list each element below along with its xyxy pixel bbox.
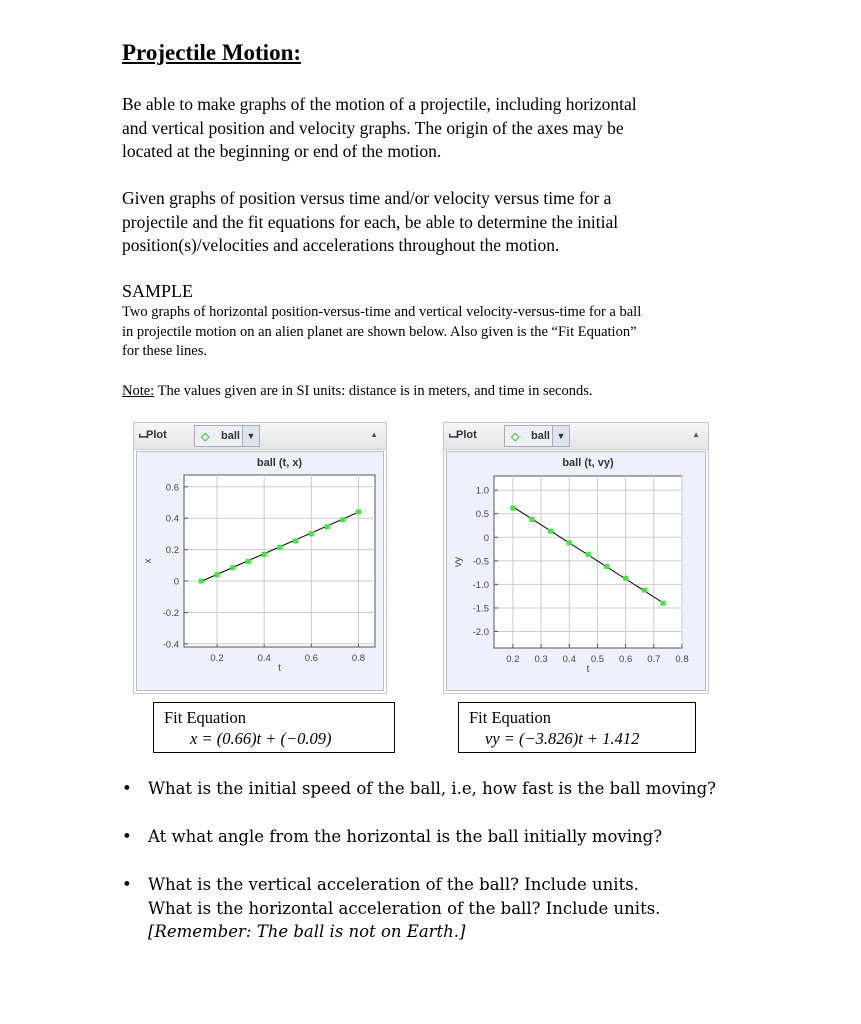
object-select[interactable] xyxy=(504,425,570,447)
data-point xyxy=(510,506,515,511)
y-tick-label: -0.5 xyxy=(472,556,489,568)
chevron-down-icon[interactable]: ▼ xyxy=(242,426,259,446)
data-point xyxy=(262,552,267,557)
plot-toolbar xyxy=(444,423,708,450)
data-point xyxy=(277,545,282,550)
x-tick-label: 0.3 xyxy=(534,654,548,665)
y-tick-label: -2.0 xyxy=(472,627,489,639)
x-tick-label: 0.6 xyxy=(304,653,318,664)
plot-panel-vy xyxy=(443,422,709,694)
x-tick-label: 0.4 xyxy=(257,653,271,664)
x-tick-label: 0.2 xyxy=(210,653,224,664)
object-label: ball xyxy=(221,430,240,442)
object-select[interactable] xyxy=(194,425,260,447)
chevron-down-icon[interactable]: ▼ xyxy=(552,426,569,446)
text-line: projectile and the fit equations for each, be able to determine the initial xyxy=(122,211,619,232)
y-tick-label: -1.0 xyxy=(472,579,489,591)
y-axis-label: x xyxy=(143,558,154,564)
question-reminder: [Remember: The ball is not on Earth.] xyxy=(148,922,466,941)
plot-area xyxy=(184,475,375,647)
data-point xyxy=(529,517,534,522)
data-point xyxy=(293,538,298,543)
bullet: • xyxy=(122,779,132,798)
note-text: The values given are in SI units: distance is in meters, and time in seconds. xyxy=(154,383,593,399)
diamond-icon: ◇ xyxy=(201,431,210,443)
x-tick-label: 0.8 xyxy=(351,653,366,664)
text-line: and vertical position and velocity graphs. The origin of the axes may be xyxy=(122,117,624,138)
chart-svg xyxy=(137,452,383,690)
data-point xyxy=(230,565,235,570)
data-point xyxy=(215,572,220,577)
note xyxy=(122,382,802,402)
chart-svg xyxy=(447,452,705,690)
fit-equation: vy = (−3.826)t + 1.412 xyxy=(485,729,640,748)
text-line: in projectile motion on an alien planet are shown below. Also given is the “Fit Equation” xyxy=(122,323,637,340)
chart-title: ball (t, x) xyxy=(256,457,303,469)
x-axis-label: t xyxy=(586,664,590,675)
x-tick-label: 0.6 xyxy=(619,654,633,665)
collapse-icon[interactable]: ▲ xyxy=(692,430,700,439)
bullet: • xyxy=(122,875,132,894)
chart-title: ball (t, vy) xyxy=(562,457,614,469)
data-point xyxy=(548,529,553,534)
y-tick-label: -0.4 xyxy=(162,639,179,651)
page-title: Projectile Motion: xyxy=(122,40,302,65)
y-tick-label: 0 xyxy=(173,576,179,588)
fit-equation-box-vy xyxy=(458,702,696,753)
x-axis-label: t xyxy=(278,663,281,674)
data-point xyxy=(356,509,361,514)
data-point xyxy=(246,559,251,564)
text-line: located at the beginning or end of the motion. xyxy=(122,141,442,161)
collapse-icon[interactable]: ▲ xyxy=(370,430,378,439)
object-label: ball xyxy=(531,430,550,442)
y-tick-label: 0.2 xyxy=(165,545,179,557)
bullet: • xyxy=(122,827,132,846)
x-tick-label: 0.4 xyxy=(562,654,576,665)
y-axis-label: vy xyxy=(453,557,464,567)
data-point xyxy=(199,579,204,584)
paragraph-graphs xyxy=(122,93,762,164)
data-point xyxy=(325,524,330,529)
data-point xyxy=(567,540,572,545)
sample-heading: SAMPLE xyxy=(122,281,194,301)
fit-equation: x = (0.66)t + (−0.09) xyxy=(190,729,332,748)
chart-area xyxy=(136,451,384,691)
fit-equation-box-x xyxy=(153,702,395,753)
x-tick-label: 0.2 xyxy=(506,654,520,665)
fit-label: Fit Equation xyxy=(164,708,247,727)
data-point xyxy=(661,601,666,606)
x-tick-label: 0.7 xyxy=(647,654,661,665)
plot-icon[interactable]: ⌙ xyxy=(138,428,149,442)
fit-label: Fit Equation xyxy=(469,708,552,727)
data-point xyxy=(309,531,314,536)
data-point xyxy=(642,588,647,593)
text-line: Two graphs of horizontal position-versus-time and vertical velocity-versus-time for a ball xyxy=(122,304,642,320)
question-text: What is the initial speed of the ball, i.e, how fast is the ball moving? xyxy=(148,779,717,798)
note-label: Note: xyxy=(122,383,155,399)
plot-icon[interactable]: ⌙ xyxy=(448,428,459,442)
paragraph-fits xyxy=(122,187,762,258)
x-tick-label: 0.8 xyxy=(675,654,689,665)
plot-toolbar xyxy=(134,423,386,450)
plot-label[interactable]: Plot xyxy=(146,429,167,441)
y-tick-label: 0 xyxy=(483,532,489,544)
y-tick-label: -0.2 xyxy=(162,607,179,619)
diamond-icon: ◇ xyxy=(511,431,520,443)
data-point xyxy=(623,576,628,581)
x-tick-label: 0.5 xyxy=(590,654,605,665)
data-point xyxy=(604,564,609,569)
text-line: for these lines. xyxy=(122,343,207,359)
chart-area xyxy=(446,451,706,691)
plot-panel-x xyxy=(133,422,387,694)
y-tick-label: -1.5 xyxy=(472,603,489,615)
text-line: Given graphs of position versus time and/or velocity versus time for a xyxy=(122,188,612,208)
y-tick-label: 0.6 xyxy=(165,482,179,494)
question-text: At what angle from the horizontal is the ball initially moving? xyxy=(148,827,663,846)
sample-text xyxy=(122,303,802,362)
question-text: What is the vertical acceleration of the ball? Include units. xyxy=(148,875,639,894)
y-tick-label: 1.0 xyxy=(475,485,489,497)
y-tick-label: 0.4 xyxy=(165,513,179,525)
text-line: Be able to make graphs of the motion of a projectile, including horizontal xyxy=(122,94,637,114)
y-tick-label: 0.5 xyxy=(475,509,489,521)
data-point xyxy=(586,552,591,557)
plot-label[interactable]: Plot xyxy=(456,429,477,441)
question-text: What is the horizontal acceleration of the ball? Include units. xyxy=(148,898,661,918)
data-point xyxy=(340,517,345,522)
text-line: position(s)/velocities and accelerations throughout the motion. xyxy=(122,235,560,255)
